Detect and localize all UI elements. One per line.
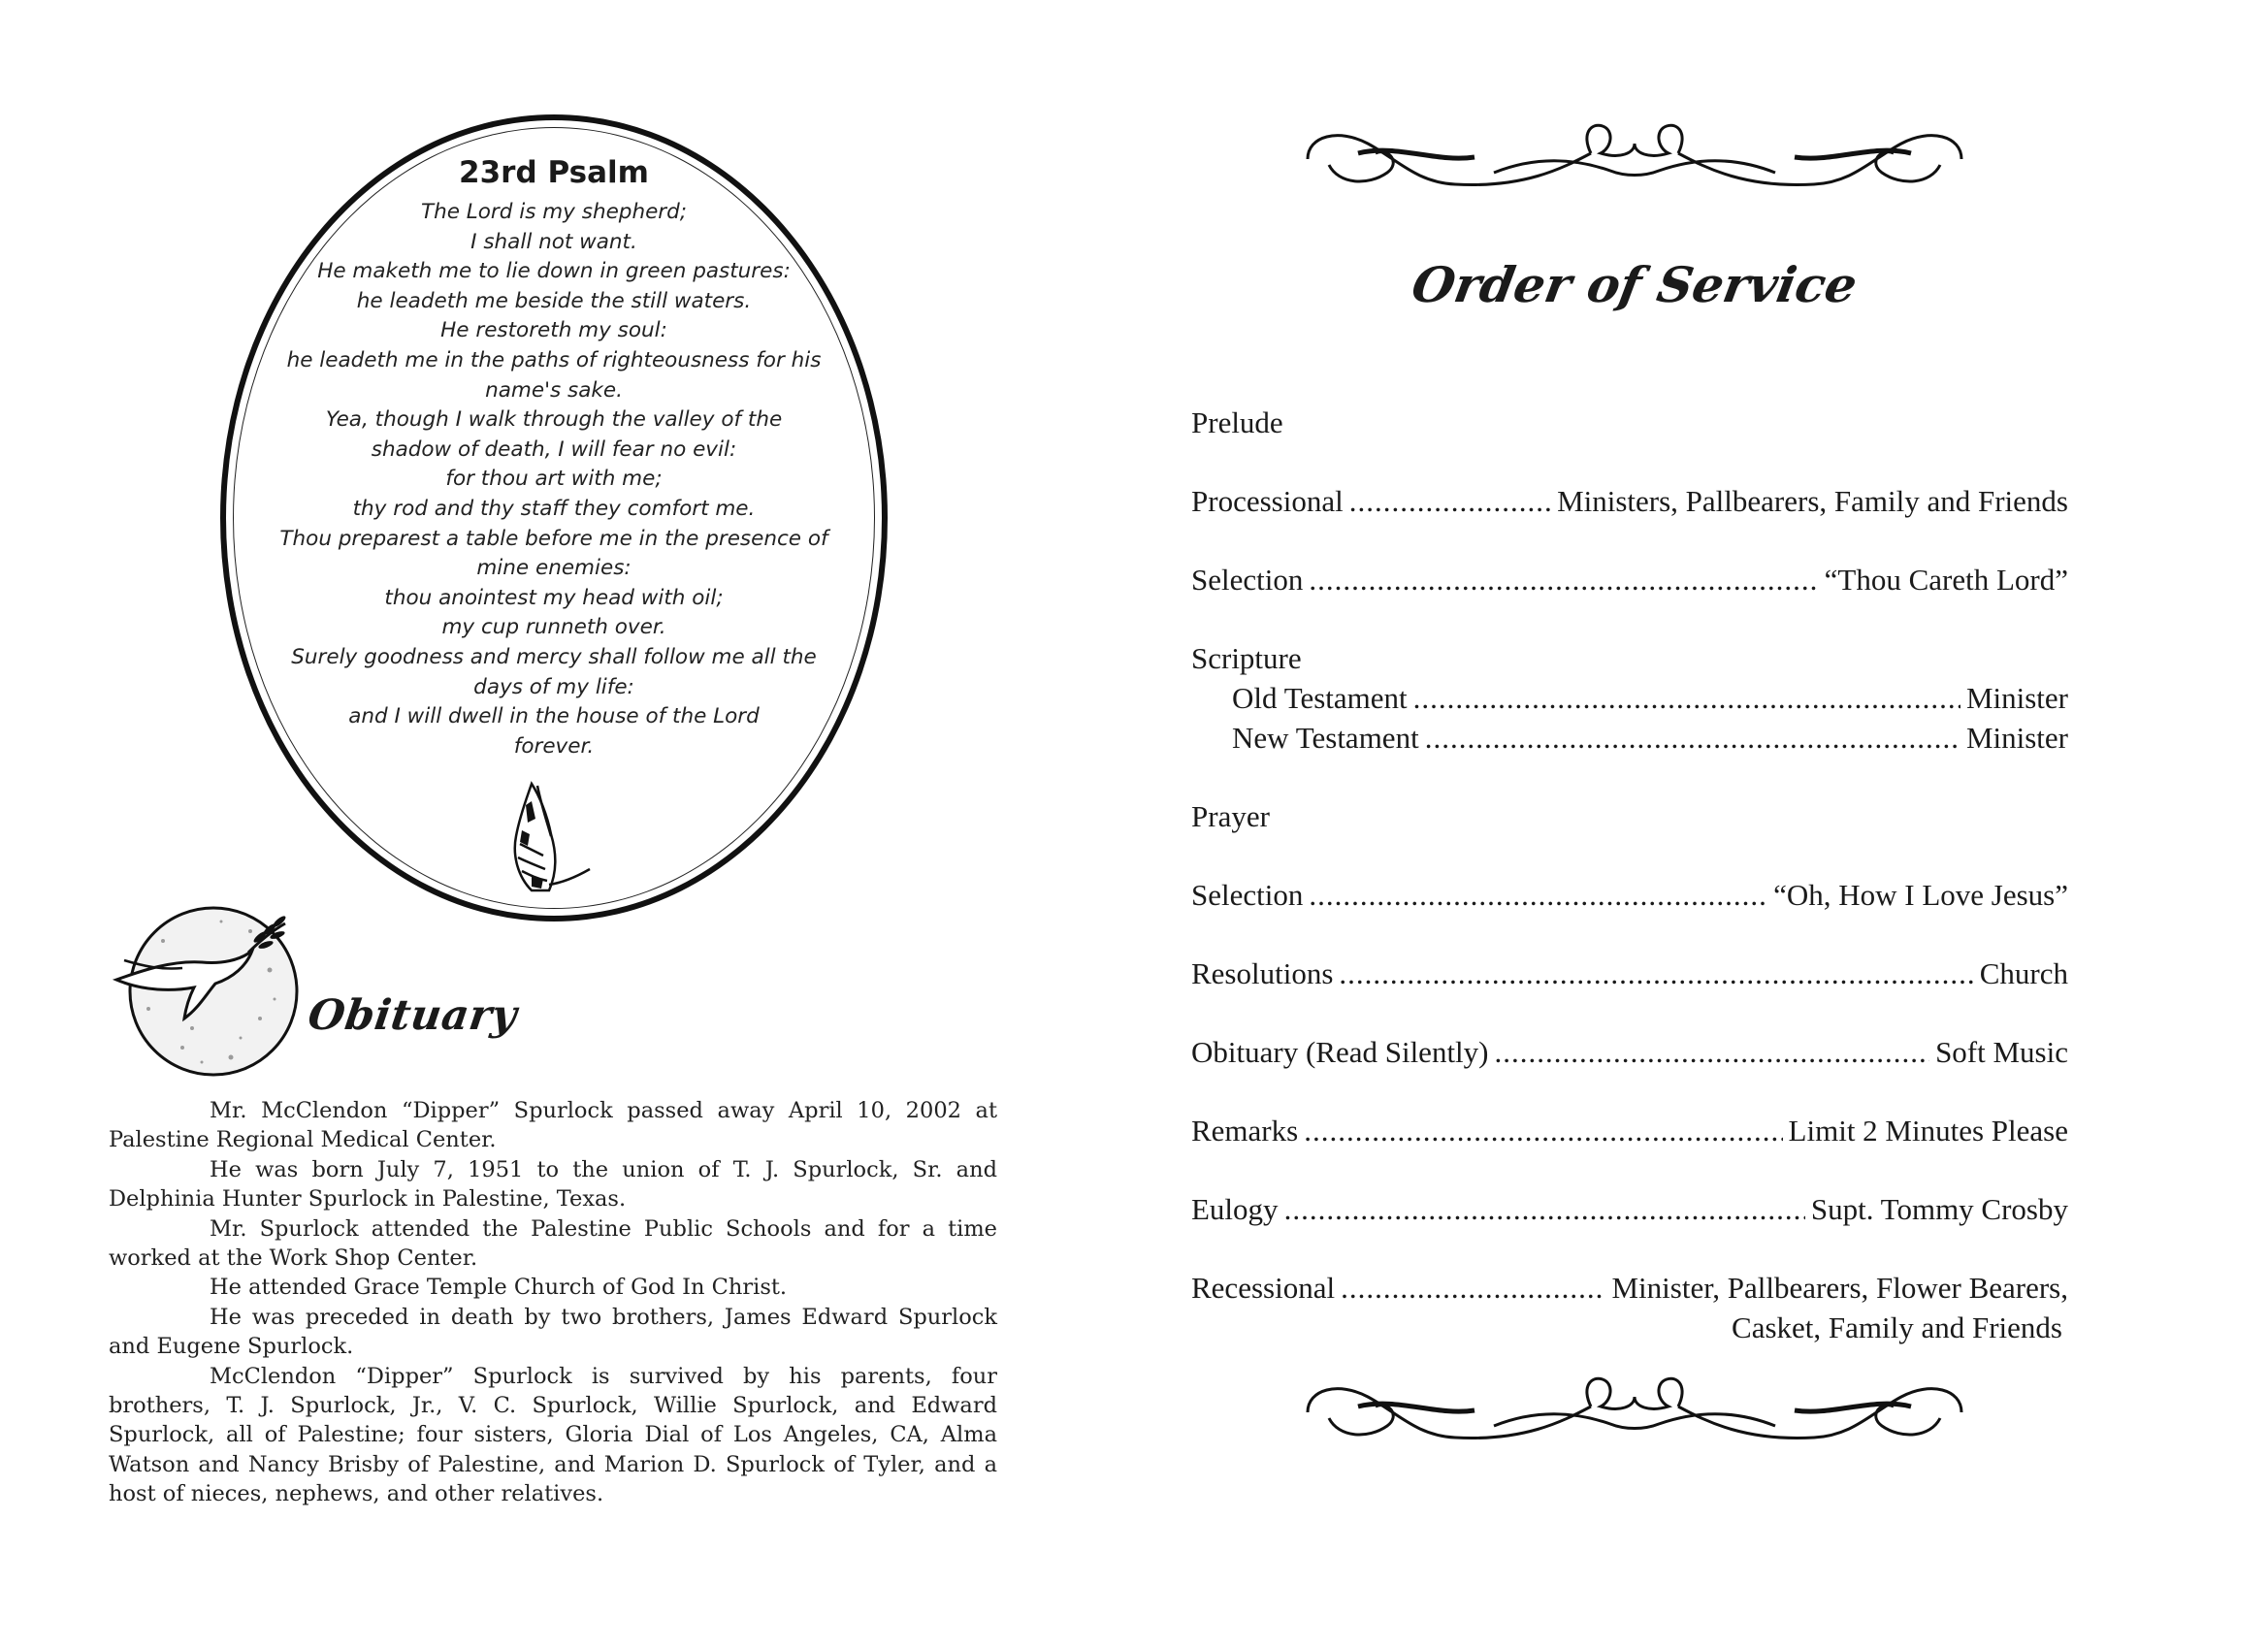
psalm-line: mine enemies: <box>476 556 632 581</box>
psalm-line: Yea, though I walk through the valley of the <box>325 407 783 433</box>
service-item-eulogy <box>1191 1192 2068 1232</box>
obituary-paragraph: Mr. McClendon “Dipper” Spurlock passed away April 10, 2002 at Palestine Regional Medical Center. <box>109 1098 997 1153</box>
service-item-recessional <box>1191 1271 2068 1310</box>
psalm-line: Thou preparest a table before me in the presence of <box>279 526 828 551</box>
psalm-line: days of my life: <box>473 674 634 699</box>
dot-leader <box>1349 484 1551 519</box>
service-label: Prelude <box>1191 405 1283 439</box>
psalm-line: The Lord is my shepherd; <box>420 200 688 224</box>
service-label: Selection <box>1191 878 1304 912</box>
obituary-paragraph: He was preceded in death by two brothers, James Edward Spurlock and Eugene Spurlock. <box>109 1304 997 1360</box>
obituary-paragraph: Mr. Spurlock attended the Palestine Public Schools and for a time worked at the Work Shop Center. <box>109 1215 997 1272</box>
obituary-body <box>109 1096 997 1509</box>
service-label: Old Testament <box>1232 681 1408 715</box>
dot-leader <box>1341 1271 1605 1306</box>
psalm-line: my cup runneth over. <box>441 615 666 640</box>
service-label: Scripture <box>1191 641 1302 675</box>
flourish-bottom-ornament <box>1300 1368 1969 1461</box>
service-item-selection-2 <box>1191 878 2068 918</box>
service-item-old-testament <box>1191 681 2068 721</box>
service-value: Limit 2 Minutes Please <box>1788 1114 2068 1148</box>
psalm-line: he leadeth me beside the still waters. <box>356 288 752 313</box>
service-label: Prayer <box>1191 799 1270 833</box>
psalm-line: thou anointest my head with oil; <box>384 585 724 610</box>
service-value: “Oh, How I Love Jesus” <box>1773 878 2068 912</box>
psalm-line: I shall not want. <box>470 229 637 254</box>
service-value: Ministers, Pallbearers, Family and Friends <box>1557 484 2068 518</box>
service-value: “Thou Careth Lord” <box>1824 563 2068 597</box>
service-item-prayer <box>1191 799 2068 839</box>
service-value: Supt. Tommy Crosby <box>1810 1192 2068 1226</box>
service-label: Recessional <box>1191 1271 1336 1305</box>
service-item-remarks <box>1191 1114 2068 1153</box>
service-item-scripture <box>1191 641 2068 681</box>
obituary-paragraph: He attended Grace Temple Church of God In Christ. <box>210 1275 788 1301</box>
dot-leader <box>1339 956 1973 991</box>
psalm-line: and I will dwell in the house of the Lord <box>348 704 760 729</box>
obituary-title: Obituary <box>305 991 521 1040</box>
dot-leader <box>1495 1035 1930 1070</box>
obituary-paragraph: He was born July 7, 1951 to the union of T. J. Spurlock, Sr. and Delphinia Hunter Spurlock in Palestine, Texas. <box>109 1156 997 1212</box>
dot-leader <box>1309 563 1818 598</box>
service-item-prelude <box>1191 405 2068 445</box>
dove-emblem-icon <box>105 902 299 1077</box>
service-label: Eulogy <box>1191 1192 1279 1226</box>
order-of-service-list <box>1191 405 2068 1350</box>
psalm-line: he leadeth me in the paths of righteousness for his <box>286 347 822 372</box>
service-label: Resolutions <box>1191 956 1334 990</box>
obituary-paragraph: McClendon “Dipper” Spurlock is survived by his parents, four brothers, T. J. Spurlock, Jr., V. C. Spurlock, Willie Spurlock, and Edward Spurlock, all of Palestine; four sisters, Gloria Dial of Los Angeles, CA, Alma Watson and Nancy Brisby of Palestine, and Marion D. Spurlock of Tyler, and a host of nieces, nephews, and other relatives. <box>109 1363 997 1507</box>
service-label: Obituary (Read Silently) <box>1191 1035 1489 1069</box>
dot-leader <box>1284 1192 1805 1227</box>
order-of-service-title: Order of Service <box>1408 256 1862 313</box>
dot-leader <box>1413 681 1960 716</box>
psalm-line: for thou art with me; <box>445 467 663 492</box>
psalm-line: name's sake. <box>485 377 623 403</box>
service-label: Selection <box>1191 563 1304 597</box>
psalm-line: forever. <box>513 733 595 759</box>
service-item-selection <box>1191 563 2068 602</box>
psalm-line: He maketh me to lie down in green pastures: <box>317 259 791 284</box>
service-label: Processional <box>1191 484 1344 518</box>
service-item-obituary <box>1191 1035 2068 1075</box>
service-item-processional <box>1191 484 2068 524</box>
service-item-recessional-cont <box>1191 1310 2068 1350</box>
service-value: Church <box>1979 956 2068 990</box>
service-label: New Testament <box>1232 721 1419 755</box>
service-value: Soft Music <box>1935 1035 2068 1069</box>
service-item-resolutions <box>1191 956 2068 996</box>
psalm-line: He restoreth my soul: <box>440 318 667 343</box>
service-item-new-testament <box>1191 721 2068 760</box>
psalm-title: 23rd Psalm <box>459 155 649 190</box>
flourish-top-ornament <box>1300 114 1969 208</box>
psalm-line: Surely goodness and mercy shall follow me all the <box>291 644 817 669</box>
dot-leader <box>1304 1114 1782 1148</box>
service-label: Remarks <box>1191 1114 1299 1148</box>
service-value: Minister, Pallbearers, Flower Bearers, <box>1611 1271 2068 1305</box>
dot-leader <box>1309 878 1767 913</box>
service-value: Minister <box>1965 721 2068 755</box>
service-value: Casket, Family and Friends <box>1732 1310 2062 1344</box>
psalm-line: shadow of death, I will fear no evil: <box>371 436 737 462</box>
psalm-text <box>262 198 846 761</box>
service-value: Minister <box>1965 681 2068 715</box>
dot-leader <box>1425 721 1960 756</box>
praying-hands-icon <box>493 776 599 902</box>
psalm-line: thy rod and thy staff they comfort me. <box>352 496 756 521</box>
